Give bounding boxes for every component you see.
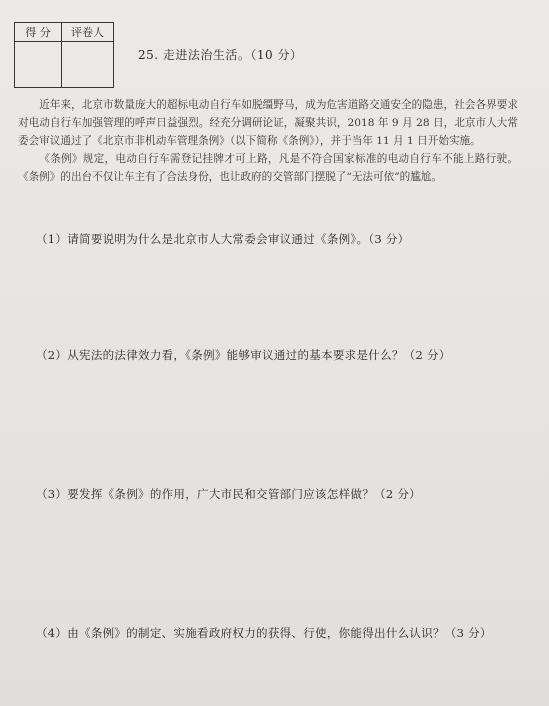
passage-paragraph: 《条例》规定，电动自行车需登记挂牌才可上路，凡是不符合国家标准的电动自行车不能上路行驶。《条例》的出台不仅让车主有了合法身份，也让政府的交管部门摆脱了“无法可依”的尴尬。	[18, 153, 518, 183]
sub-question-1: （1）请简要说明为什么是北京市人大常委会审议通过《条例》。（3 分）	[36, 232, 410, 246]
score-box-entry-row	[15, 42, 114, 88]
score-header: 得 分	[15, 23, 62, 42]
question-passage	[18, 96, 518, 186]
score-box	[14, 22, 114, 88]
score-entry-cell[interactable]	[15, 42, 62, 88]
score-box-header-row	[15, 23, 114, 42]
passage-paragraph: 近年来，北京市数量庞大的超标电动自行车如脱缰野马，成为危害道路交通安全的隐患，社会各界要求对电动自行车加强管理的呼声日益强烈。经充分调研论证，凝聚共识，2018 年 9 月 28 日，北京市人大常委会审议通过了《北京市非机动车管理条例》（以下简称《条例》），并于当年 11 月 1 日开始实施。	[18, 99, 518, 147]
question-title: 25. 走进法治生活。（10 分）	[138, 48, 303, 62]
sub-question-2: （2）从宪法的法律效力看，《条例》能够审议通过的基本要求是什么？（2 分）	[36, 348, 451, 362]
grader-entry-cell[interactable]	[62, 42, 114, 88]
sub-question-4: （4）由《条例》的制定、实施看政府权力的获得、行使，你能得出什么认识？（3 分）	[36, 626, 492, 640]
grader-header: 评卷人	[62, 23, 114, 42]
sub-question-3: （3）要发挥《条例》的作用，广大市民和交管部门应该怎样做？（2 分）	[36, 487, 421, 501]
